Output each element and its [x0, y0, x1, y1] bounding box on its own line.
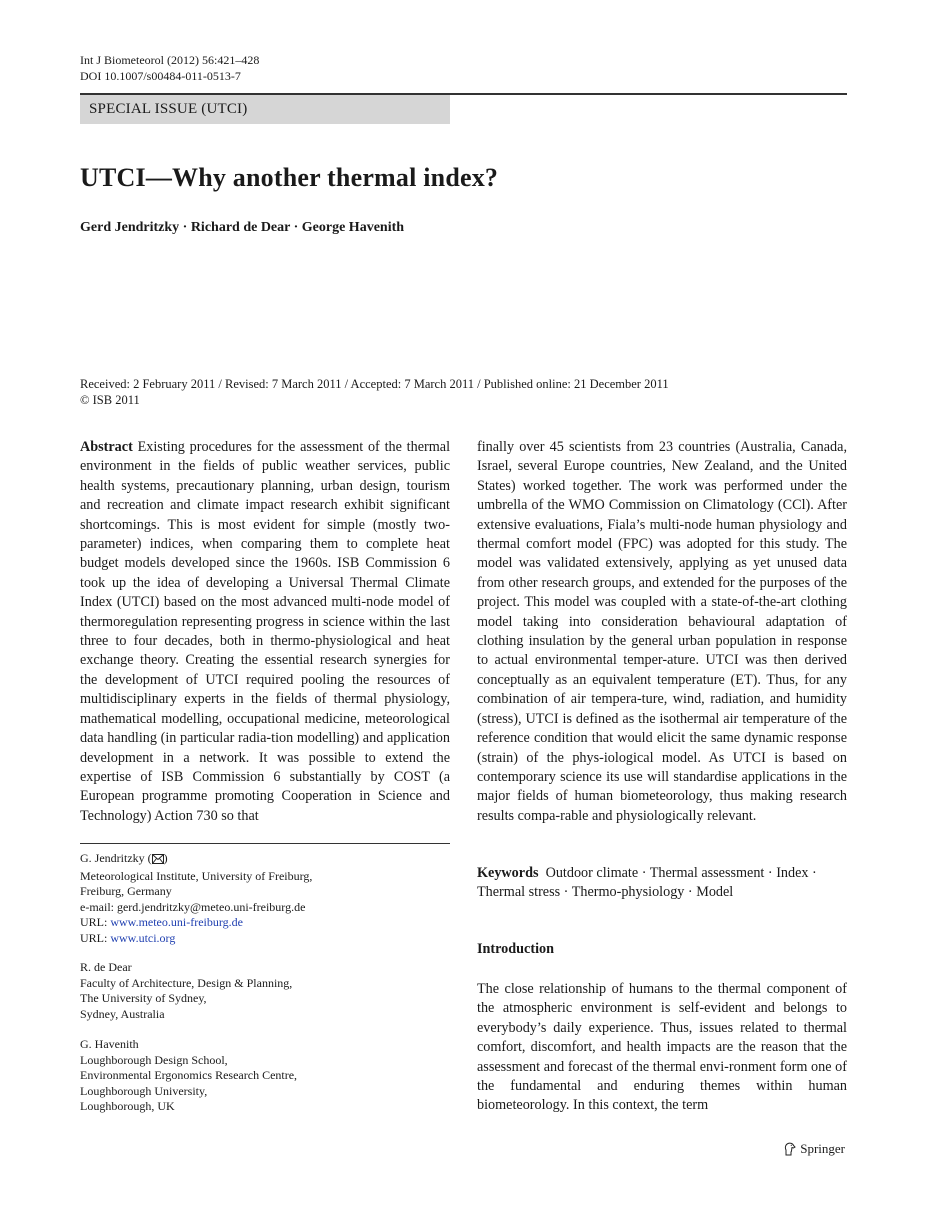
envelope-icon [152, 853, 164, 869]
affil-line: Loughborough University, [80, 1083, 208, 1098]
introduction-text: The close relationship of humans to the thermal component of the atmospheric environment is self-evident and belongs to everybody’s daily experience. Thus, issues related to thermal comfort, discomfort, and health impacts are the reason that the assessment and forecast of the thermal envi-ronment form one of the fundamental and enduring themes within human biometeorology. In this context, the term [477, 981, 847, 1114]
section-label: SPECIAL ISSUE (UTCI) [80, 95, 450, 124]
abstract-column-2 [477, 438, 847, 826]
keywords-label: Keywords [477, 865, 539, 881]
copyright-line: © ISB 2011 [80, 393, 140, 407]
author-list: Gerd Jendritzky · Richard de Dear · George Havenith [80, 220, 405, 235]
journal-header [80, 52, 259, 84]
affiliation-divider [80, 843, 450, 844]
abstract-text-part1: Existing procedures for the assessment of the thermal environment in the fields of public weather services, public health systems, precautionary planning, urban design, tourism and recreation and climate impact research exhibit significant shortcomings. This is most evident for simple (mostly two-parameter) indices, when comparing them to complete heat budget models developed since the 1960s. ISB Commission 6 took up the idea of developing a Universal Thermal Climate Index (UTCI) based on the most advanced multi-node model of thermoregulation representing progress in science within the last three to four decades, both in thermo-physiological and heat exchange theory. Creating the essential research synergies for the development of UTCI required pooling the resources of multidisciplinary experts in the fields of thermal physiology, mathematical modelling, occupational medicine, meteorological data handling (in particular radia-tion modelling) and application development in a network. It was possible to extend the expertise of ISB Commission 6 substantially by COST (a European programme promoting Cooperation in Science and Technology) Action 730 so that [80, 439, 451, 824]
affil-line: Freiburg, Germany [80, 884, 172, 898]
url-link[interactable]: www.meteo.uni-freiburg.de [110, 915, 243, 929]
affil-line: Meteorological Institute, University of Freiburg, [80, 868, 313, 883]
affiliation-havenith [80, 1037, 297, 1115]
affil-line: Environmental Ergonomics Research Centre, [80, 1068, 298, 1082]
affil-line: Sydney, Australia [80, 1006, 165, 1021]
abstract-label: Abstract [80, 439, 133, 455]
article-title: UTCI—Why another thermal index? [80, 163, 499, 192]
affil-line: The University of Sydney, [80, 991, 207, 1005]
journal-citation: Int J Biometeorol (2012) 56:421–428 [80, 53, 260, 67]
affil-name: G. Jendritzky ( ) [80, 851, 312, 869]
dates-line: Received: 2 February 2011 / Revised: 7 March 2011 / Accepted: 7 March 2011 / Published online: 21 December 2011 [80, 377, 669, 391]
affil-name: R. de Dear [80, 960, 132, 974]
affil-line: Loughborough Design School, [80, 1052, 228, 1067]
publisher-name: Springer [800, 1141, 845, 1156]
abstract-column-1 [80, 438, 450, 826]
introduction-heading: Introduction [477, 941, 554, 957]
abstract-text-part2: finally over 45 scientists from 23 countries (Australia, Canada, Israel, several Europe countries, New Zealand, and the United States) worked together. The work was performed under the umbrella of the WMO Commission on Climatology (CCl). After extensive evaluations, Fiala’s multi-node human physiology and thermal comfort model (FPC) was adopted for this study. The model was validated extensively, applying as yet unused data from other research groups, and extended for the purposes of the project. This model was coupled with a state-of-the-art clothing model taking into consideration behavioural adaptation of clothing insulation by the general urban population in response to actual environmental temper-ature. UTCI was then derived conceptually as an equivalent temperature (ET). Thus, for any combination of air tempera-ture, wind, radiation, and humidity (stress), UTCI is defined as the isothermal air temperature of the reference condition that would elicit the same dynamic response (strain) of the phys-iological model. As UTCI is based on contemporary science its use will standardise applications in the major fields of human biometeorology, thus making research results compa-rable and physiologically relevant. [477, 439, 847, 824]
springer-horse-icon [783, 1142, 796, 1156]
url-link[interactable]: www.utci.org [110, 930, 176, 945]
affil-url: URL: www.utci.org [80, 930, 176, 945]
affiliation-de-dear [80, 960, 292, 1022]
keywords [477, 864, 847, 903]
affiliation-jendritzky [80, 851, 312, 946]
affil-url: URL: www.meteo.uni-freiburg.de [80, 915, 243, 929]
publication-dates [80, 376, 669, 408]
doi: DOI 10.1007/s00484-011-0513-7 [80, 69, 241, 83]
keywords-text: Outdoor climate · Thermal assessment · Index · Thermal stress · Thermo-physiology · Model [477, 865, 817, 901]
publisher-logo [783, 1141, 845, 1157]
affil-line: Faculty of Architecture, Design & Planning, [80, 975, 293, 990]
affil-email: e-mail: gerd.jendritzky@meteo.uni-freiburg.de [80, 899, 306, 914]
affil-line: Loughborough, UK [80, 1099, 175, 1113]
affil-name: G. Havenith [80, 1037, 139, 1051]
